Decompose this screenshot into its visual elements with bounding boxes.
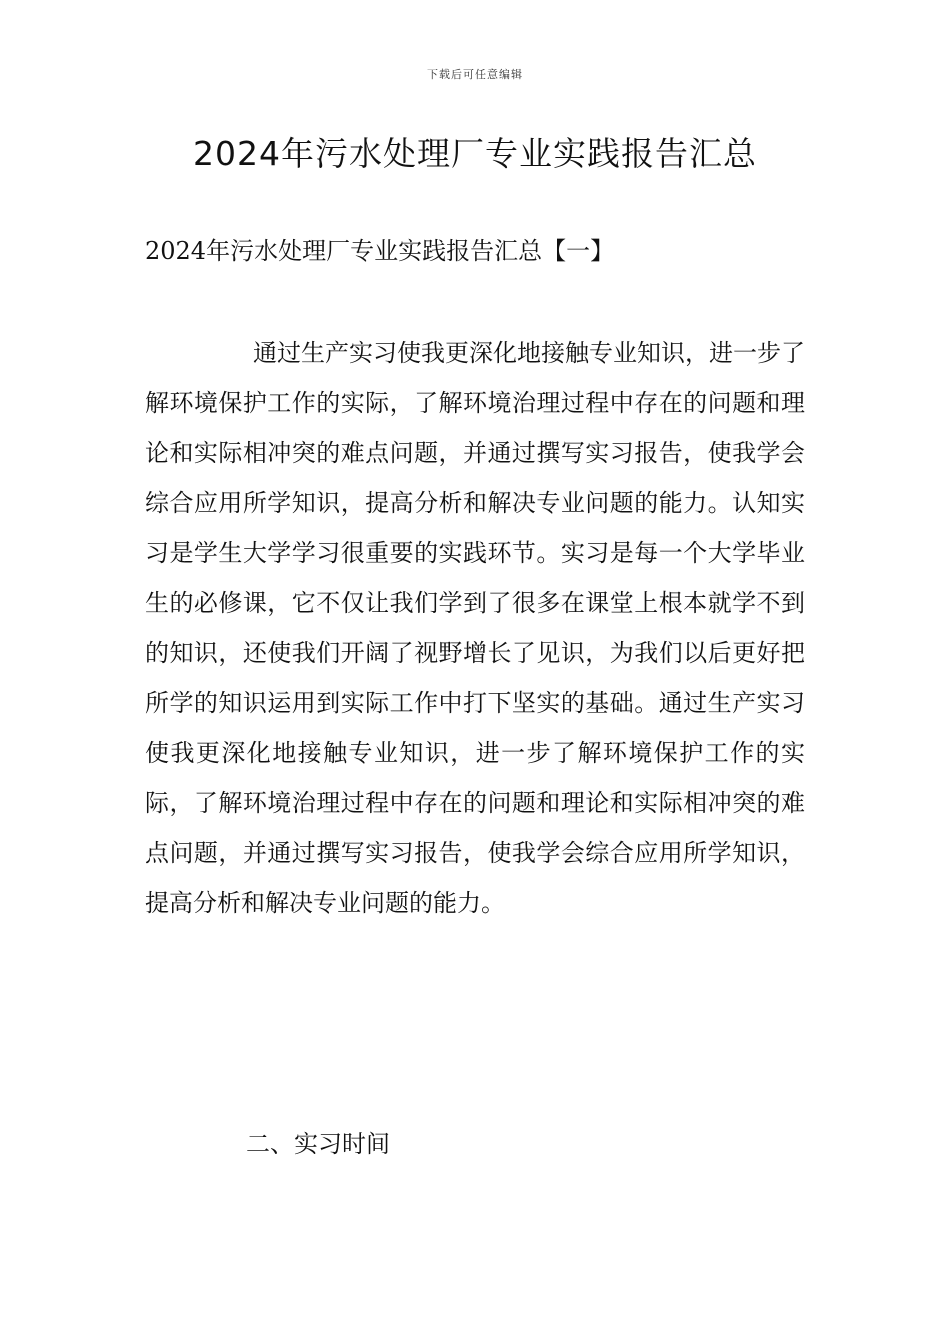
document-title: 2024年污水处理厂专业实践报告汇总 xyxy=(193,134,757,173)
body-paragraph: 通过生产实习使我更深化地接触专业知识，进一步了解环境保护工作的实际，了解环境治理过程中存在的问题和理论和实际相冲突的难点问题，并通过撰写实习报告，使我学会综合应用所学知识，提高分析和解决专业问题的能力。认知实习是学生大学学习很重要的实践环节。实习是每一个大学毕业生的必修课，它不仅让我们学到了很多在课堂上根本就学不到的知识，还使我们开阔了视野增长了见识，为我们以后更好把所学的知识运用到实际工作中打下坚实的基础。通过生产实习使我更深化地接触专业知识，进一步了解环境保护工作的实际，了解环境治理过程中存在的问题和理论和实际相冲突的难点问题，并通过撰写实习报告，使我学会综合应用所学知识，提高分析和解决专业问题的能力。 xyxy=(145,339,805,917)
sub-heading-internship-time: 二、实习时间 xyxy=(246,1130,390,1158)
header-note: 下载后可任意编辑 xyxy=(427,68,523,81)
section-heading: 2024年污水处理厂专业实践报告汇总【一】 xyxy=(145,237,615,265)
